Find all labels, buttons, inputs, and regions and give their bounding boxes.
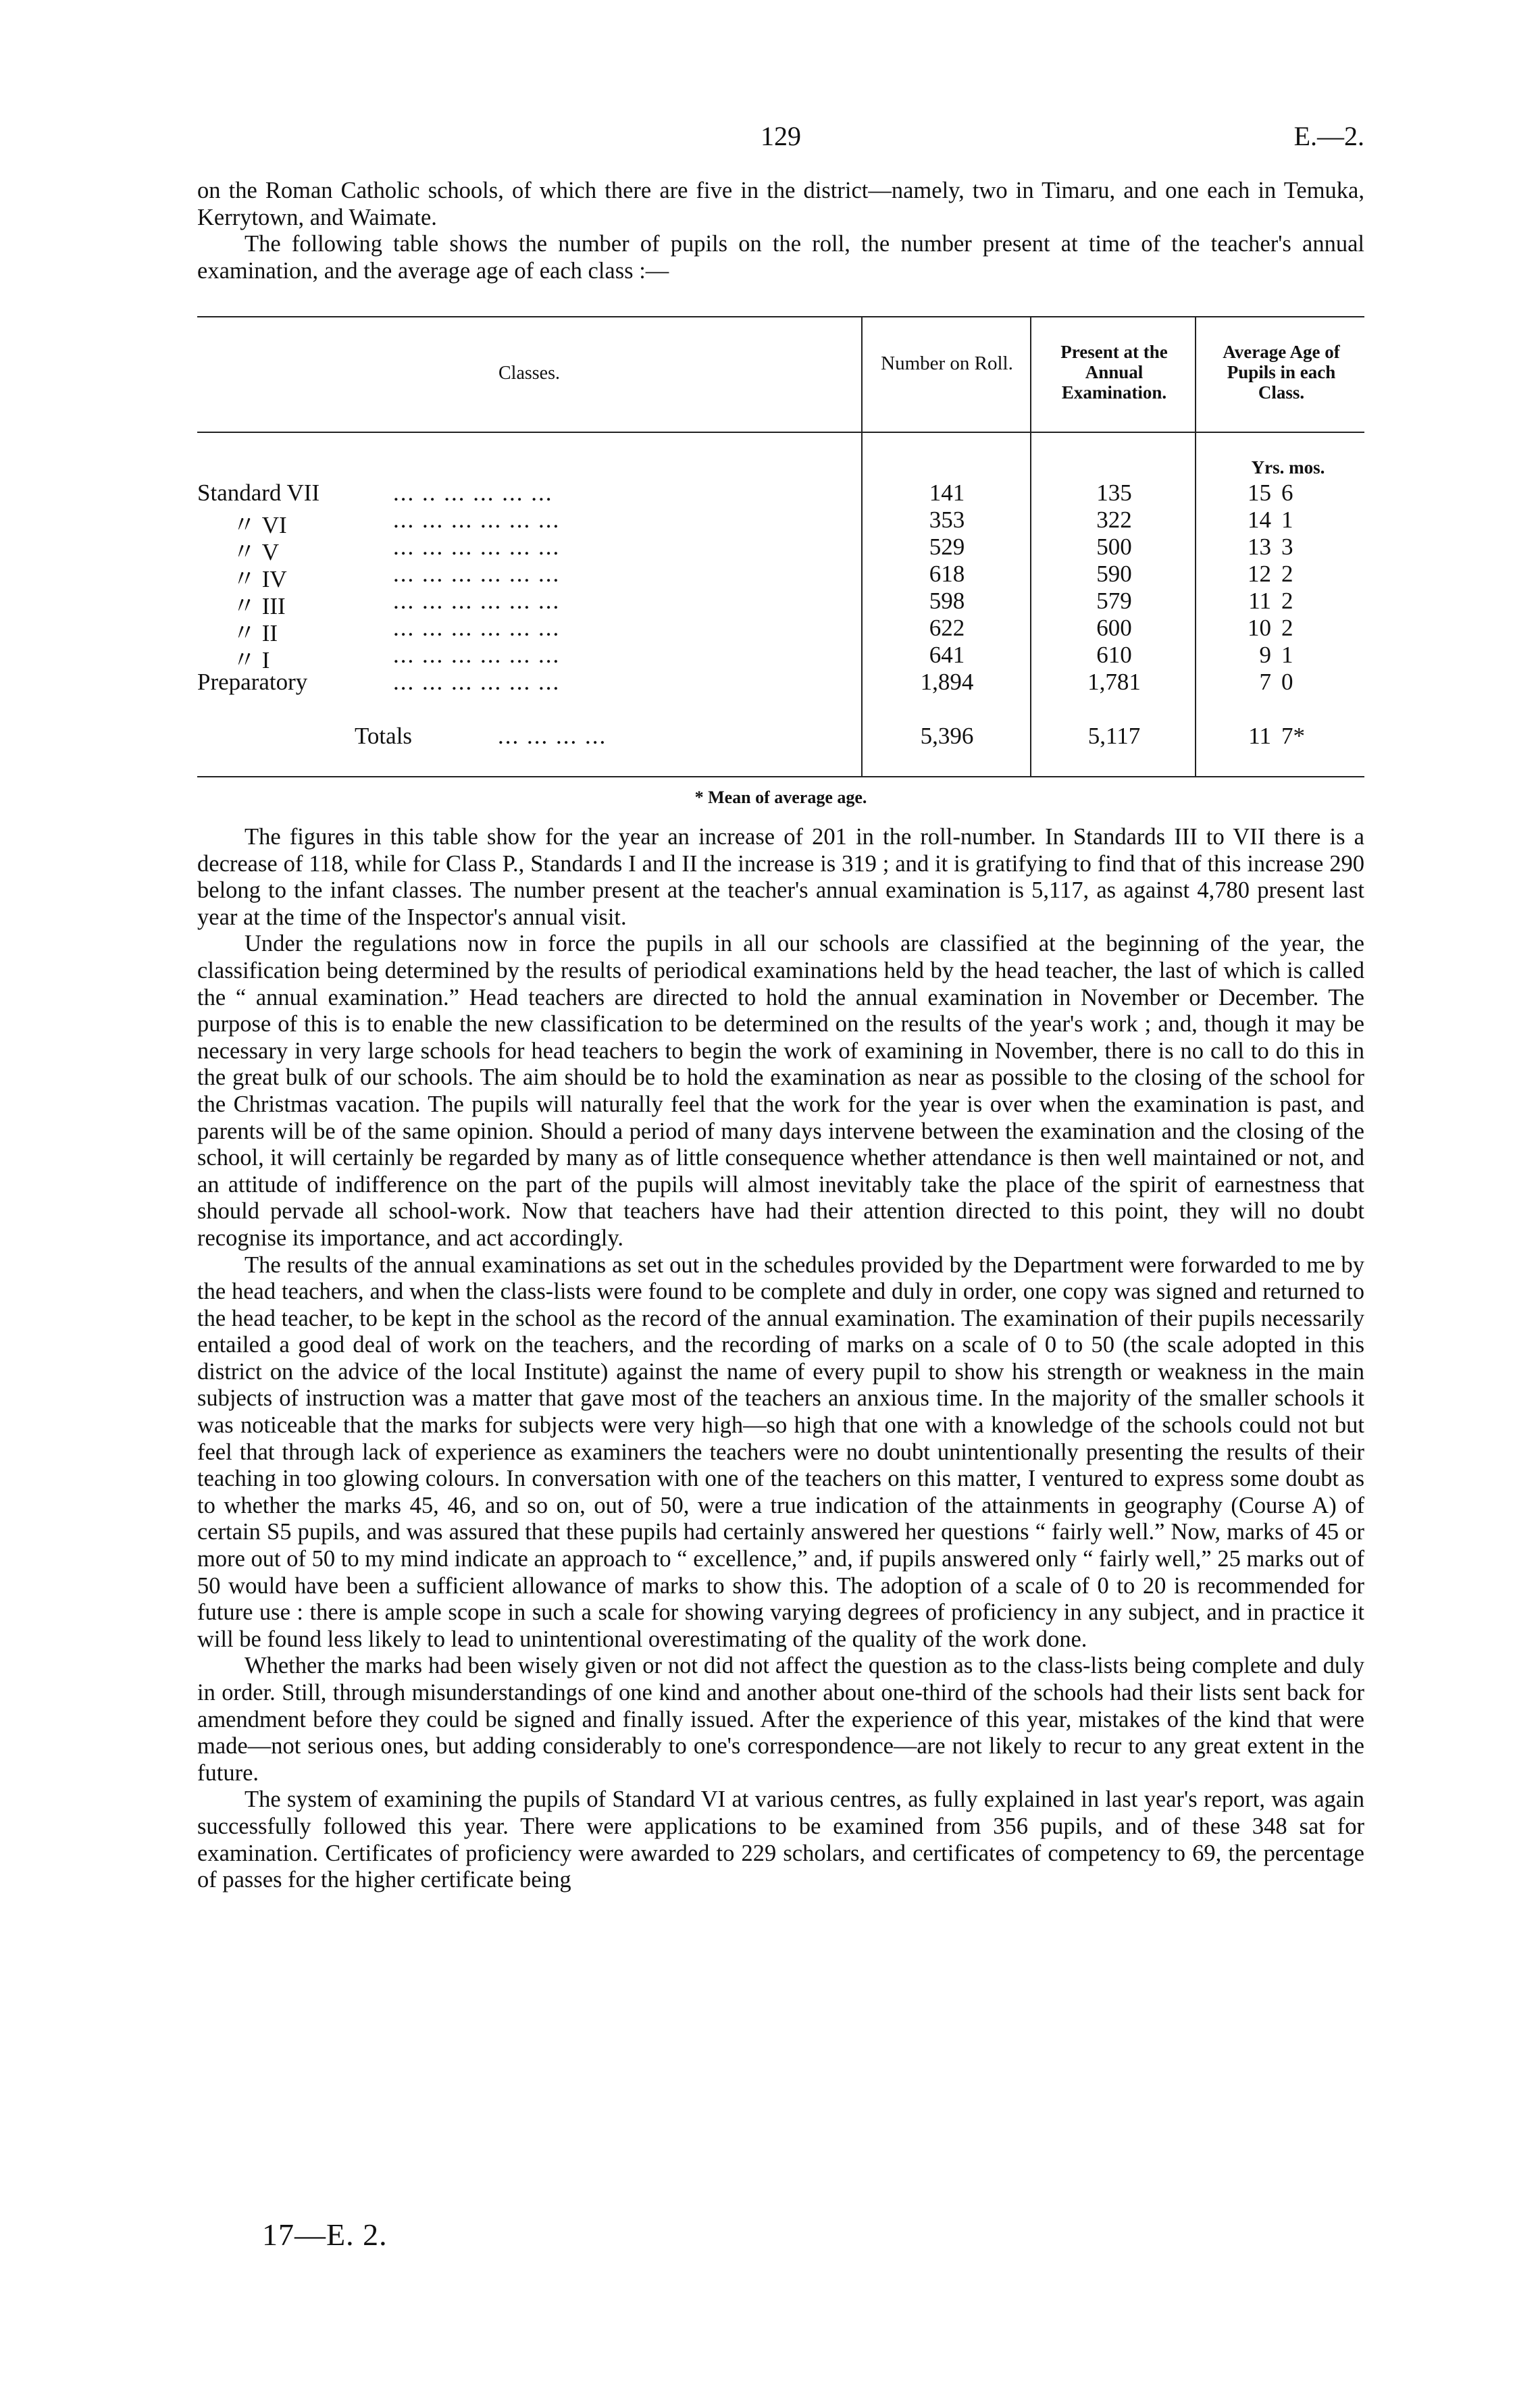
row-present-value: 1,781 bbox=[1087, 669, 1141, 695]
row-leader-dots: ... ... ... ... ... ... bbox=[393, 507, 561, 533]
row-roll-value: 641 bbox=[929, 642, 965, 668]
body-text bbox=[197, 824, 1364, 1894]
header-number-on-roll: Number on Roll. bbox=[881, 353, 1013, 374]
table-bottom-rule bbox=[197, 776, 1364, 777]
row-class-label: 〃 I bbox=[232, 647, 270, 673]
row-age-months: 2 bbox=[1281, 615, 1293, 641]
row-age-years: 7 bbox=[1259, 669, 1271, 695]
signature-mark: 17—E. 2. bbox=[262, 2217, 388, 2252]
row-roll-value: 1,894 bbox=[920, 669, 974, 695]
row-leader-dots: ... ... ... ... ... ... bbox=[393, 642, 561, 668]
row-roll-value: 353 bbox=[929, 507, 965, 533]
intro-text bbox=[197, 178, 1364, 284]
row-age-months: 3 bbox=[1281, 534, 1293, 560]
row-class-label: 〃 VI bbox=[232, 512, 287, 538]
row-age-years: 15 bbox=[1248, 480, 1271, 506]
table-row bbox=[197, 480, 1364, 507]
row-class-label: 〃 III bbox=[232, 593, 286, 619]
row-roll-value: 529 bbox=[929, 534, 965, 560]
row-present-value: 590 bbox=[1096, 561, 1132, 587]
row-class-label: 〃 V bbox=[232, 539, 280, 565]
row-age-years: 10 bbox=[1248, 615, 1271, 641]
row-leader-dots: ... ... ... ... ... ... bbox=[393, 588, 561, 614]
row-roll-value: 598 bbox=[929, 588, 965, 614]
row-present-value: 610 bbox=[1096, 642, 1132, 668]
row-class-label: Preparatory bbox=[197, 669, 308, 695]
row-age-years: 12 bbox=[1248, 561, 1271, 587]
row-age-years: 14 bbox=[1248, 507, 1271, 533]
row-class-label: 〃 IV bbox=[232, 566, 287, 592]
body-paragraph-1: The figures in this table show for the year an increase of 201 in the roll-number. In Standards III to VII there is a decrease of 118, while for Class P., Standards I and II the increase is 319 ; and it is gratifying to find that of this increase 290 belong to the infant classes. The number present at the teacher's annual examination is 5,117, as against 4,780 present last year at the time of the Inspector's annual visit. bbox=[197, 824, 1364, 930]
intro-paragraph-1: on the Roman Catholic schools, of which there are five in the district—namely, two in Timaru, and one each in Temuka, Kerrytown, and Waimate. bbox=[197, 178, 1364, 230]
table-row bbox=[197, 615, 1364, 646]
body-paragraph-3: The results of the annual examinations as set out in the schedules provided by the Department were forwarded to me by the head teachers, and when the class-lists were found to be complete and duly in order, one copy was signed and returned to the head teacher, to be kept in the school as the record of the annual examination. The examination of their pupils necessarily entailed a good deal of work on the teachers, and the recording of marks on a scale of 0 to 50 (the scale adopted in this district on the advice of the local Institute) against the name of every pupil to show his strength or weakness in the main subjects of instruction was a matter that gave most of the teachers an anxious time. In the majority of the smaller schools it was noticeable that the marks for subjects were very high—so high that one with a knowledge of the schools could not but feel that through lack of experience as examiners the teachers were no doubt unintentionally presenting the results of their teaching in too glowing colours. In conversation with one of the teachers on this matter, I ventured to express some doubt as to whether the marks 45, 46, and so on, out of 50, were a true indication of the attainments in geography (Course A) of certain S5 pupils, and was assured that these pupils had certainly answered her questions “ fairly well.” Now, marks of 45 or more out of 50 to my mind indicate an approach to “ excellence,” and, if pupils answered only “ fairly well,” 25 marks out of 50 would have been a sufficient allowance of marks to show this. The adoption of a scale of 0 to 20 is recommended for future use : there is ample scope in such a scale for showing varying degrees of proficiency in any subject, and in practice it will be found less likely to lead to unintentional overestimating of the quality of the work done. bbox=[197, 1252, 1364, 1652]
table-footnote: * Mean of average age. bbox=[694, 788, 867, 807]
row-class-label: 〃 II bbox=[232, 620, 278, 646]
totals-age-months: 7* bbox=[1281, 723, 1305, 749]
row-age-years: 11 bbox=[1248, 588, 1271, 614]
body-paragraph-4: Whether the marks had been wisely given or not did not affect the question as to the class-lists being complete and duly in order. Still, through misunderstandings of one kind and another about one-third of the schools had their lists sent back for amendment before they could be signed and finally issued. After the experience of this year, mistakes of the kind that were made—not serious ones, but adding considerably to one's correspondence—are not likely to recur to any great extent in the future. bbox=[197, 1653, 1364, 1786]
row-present-value: 135 bbox=[1096, 480, 1132, 506]
body-paragraph-5: The system of examining the pupils of Standard VI at various centres, as fully explained in last year's report, was again successfully followed this year. There were applications to be examined from 356 pupils, and of these 348 sat for examination. Certificates of proficiency were awarded to 229 scholars, and certificates of competency to 69, the percentage of passes for the higher certificate being bbox=[197, 1786, 1364, 1893]
row-leader-dots: ... ... ... ... ... ... bbox=[393, 615, 561, 641]
document-reference: E.—2. bbox=[1293, 121, 1364, 151]
table-row bbox=[197, 588, 1364, 619]
page-number: 129 bbox=[761, 121, 801, 151]
totals-present-value: 5,117 bbox=[1087, 723, 1141, 749]
row-age-months: 6 bbox=[1281, 480, 1293, 506]
row-leader-dots: ... ... ... ... ... ... bbox=[393, 669, 561, 695]
row-age-years: 9 bbox=[1259, 642, 1271, 668]
row-age-months: 2 bbox=[1281, 588, 1293, 614]
totals-roll-value: 5,396 bbox=[920, 723, 974, 749]
totals-age-years: 11 bbox=[1248, 723, 1271, 749]
table-row bbox=[197, 642, 1364, 673]
row-present-value: 579 bbox=[1096, 588, 1132, 614]
row-roll-value: 622 bbox=[929, 615, 965, 641]
row-age-months: 2 bbox=[1281, 561, 1293, 587]
row-present-value: 322 bbox=[1096, 507, 1132, 533]
header-classes: Classes. bbox=[498, 363, 560, 384]
row-age-months: 1 bbox=[1281, 642, 1293, 668]
table-row bbox=[197, 561, 1364, 592]
totals-leader-dots: ... ... ... ... bbox=[498, 723, 607, 749]
body-paragraph-2: Under the regulations now in force the pupils in all our schools are classified at the beginning of the year, the classification being determined by the results of periodical examinations held by the head teacher, the last of which is called the “ annual examination.” Head teachers are directed to hold the annual examination in November or December. The purpose of this is to enable the new classification to be determined on the results of the year's work ; and, though it may be necessary in very large schools for head teachers to begin the work of examining in November, there is no call to do this in the great bulk of our schools. The aim should be to hold the examination as near as possible to the closing of the school for the Christmas vacation. The pupils will naturally feel that the work for the year is over when the examination is past, and parents will be of the same opinion. Should a period of many days intervene between the examination and the closing of the school, it will certainly be regarded by many as of little consequence whether attendance is then well maintained or not, and an attitude of indifference on the part of the pupils will almost inevitably take the place of the spirit of earnestness that should pervade all school-work. Now that teachers have had their attention directed to this point, they will no doubt recognise its importance, and act accordingly. bbox=[197, 931, 1364, 1251]
row-present-value: 500 bbox=[1096, 534, 1132, 560]
table-row bbox=[197, 507, 1364, 538]
table-row bbox=[197, 669, 1364, 696]
row-class-label: Standard VII bbox=[197, 480, 320, 506]
intro-paragraph-2: The following table shows the number of pupils on the roll, the number present at time of the teacher's annual examination, and the average age of each class :— bbox=[197, 231, 1364, 284]
row-leader-dots: ... .. ... ... ... ... bbox=[393, 480, 553, 506]
row-age-months: 0 bbox=[1281, 669, 1293, 695]
row-leader-dots: ... ... ... ... ... ... bbox=[393, 561, 561, 587]
row-roll-value: 618 bbox=[929, 561, 965, 587]
table-totals-row bbox=[197, 723, 1364, 750]
table-header-rule bbox=[197, 432, 1364, 433]
enrolment-table bbox=[197, 316, 1364, 807]
row-roll-value: 141 bbox=[929, 480, 965, 506]
table-row bbox=[197, 534, 1364, 565]
table-top-rule bbox=[197, 316, 1364, 317]
totals-label: Totals bbox=[355, 723, 413, 749]
page-header bbox=[197, 120, 1364, 161]
header-present-at-examination: Present at the Annual Examination. bbox=[1060, 342, 1168, 403]
row-age-years: 13 bbox=[1248, 534, 1271, 560]
age-units-label: Yrs. mos. bbox=[1251, 457, 1325, 478]
header-average-age: Average Age of Pupils in each Class. bbox=[1223, 342, 1340, 403]
row-age-months: 1 bbox=[1281, 507, 1293, 533]
row-present-value: 600 bbox=[1096, 615, 1132, 641]
row-leader-dots: ... ... ... ... ... ... bbox=[393, 534, 561, 560]
